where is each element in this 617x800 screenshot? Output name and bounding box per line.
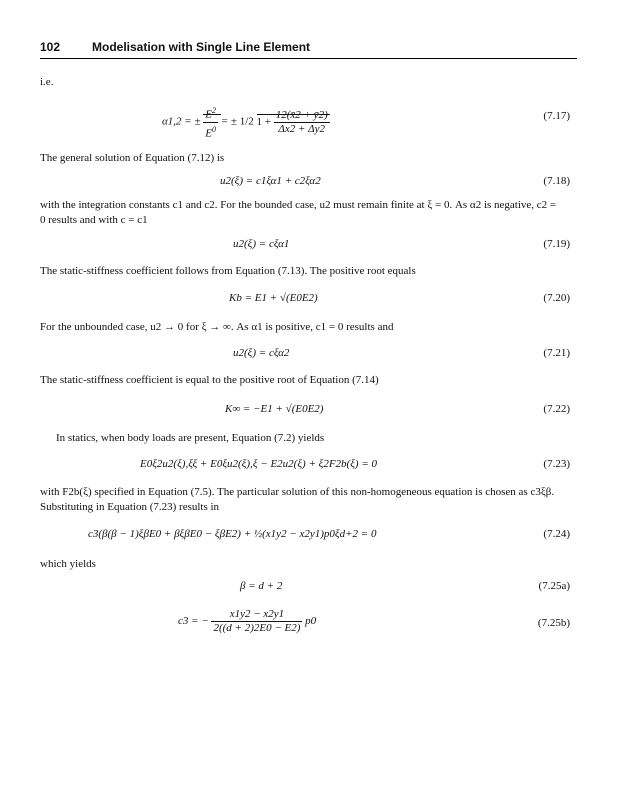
- eq-7-25b-numerator: x1y2 − x2y1: [211, 608, 302, 622]
- eq-7-25b-right: p0: [305, 615, 317, 628]
- page-number: 102: [40, 40, 61, 54]
- eq-7-17-numerator: 12(x̄2 + ȳ2): [275, 108, 328, 121]
- eq-7-22-body: K∞ = −E1 + √(E0E2): [225, 403, 324, 415]
- eq-7-20-body: Kb = E1 + √(E0E2): [229, 292, 318, 304]
- eq-number: (7.24): [543, 528, 570, 540]
- eq-number: (7.25b): [537, 617, 570, 629]
- eq-number: (7.21): [543, 347, 570, 359]
- text-ie: i.e.: [40, 76, 54, 88]
- eq-7-25a-body: β = d + 2: [240, 580, 283, 592]
- eq-number: (7.19): [543, 238, 570, 250]
- eq-7-17-left: α1,2 = ±: [162, 115, 201, 128]
- eq-7-19-body: u2(ξ) = cξα1: [233, 238, 290, 250]
- eq-7-23-body: E0ξ2u2(ξ),ξξ + E0ξu2(ξ),ξ − E2u2(ξ) + ξ2F2b(ξ) = 0: [140, 458, 378, 470]
- eq-number: (7.25a): [538, 580, 570, 592]
- sqrt-main: 1 + $\frac{12(x̄2 + ȳ2)}{\Delta x2 + \Delta y2}$: [256, 108, 328, 135]
- eq-7-17-half: 1/2: [239, 115, 254, 128]
- paragraph-5: The static-stiffness coefficient is equal to the positive root of Equation (7.14): [40, 374, 379, 386]
- paragraph-6: In statics, when body loads are present, Equation (7.2) yields: [56, 432, 325, 444]
- eq-7-21-body: u2(ξ) = cξα2: [233, 347, 290, 359]
- equation-7-25a: [40, 580, 570, 598]
- eq-7-17-denominator: Δx2 + Δy2: [278, 122, 326, 135]
- eq-number: (7.22): [543, 403, 570, 415]
- eq-7-17-mid: = ±: [220, 115, 237, 128]
- eq-number: (7.20): [543, 292, 570, 304]
- paragraph-7: with F2b(ξ) specified in Equation (7.5). The particular solution of this non-homogeneous equation is chosen as c3ξβ. Substituting in Equation (7.23) results in: [40, 486, 555, 513]
- paragraph-8: which yields: [40, 558, 96, 570]
- sqrt-e2-e0: $\frac{E^2}{E^0}$: [203, 114, 220, 128]
- equation-7-24: [40, 528, 570, 548]
- paragraph-4: For the unbounded case, u2 → 0 for ξ → ∞. As α1 is positive, c1 = 0 results and: [40, 321, 394, 333]
- eq-7-24-body: c3(β(β − 1)ξβE0 + βξβE0 − ξβE2) + ½(x1y2 − x2y1)p0ξd+2 = 0: [88, 528, 377, 540]
- equation-7-21: [40, 347, 570, 365]
- eq-7-25b-denominator: 2((d + 2)2E0 − E2): [213, 622, 301, 634]
- paragraph-2: with the integration constants c1 and c2. For the bounded case, u2 must remain finite at ξ = 0. As α2 is negative, c2 = 0 results and with c = c1: [40, 199, 557, 226]
- running-header: [40, 38, 577, 58]
- eq-number: (7.17): [543, 110, 570, 122]
- eq-7-18-body: u2(ξ) = c1ξα1 + c2ξα2: [220, 175, 321, 187]
- running-title: Modelisation with Single Line Element: [92, 40, 311, 54]
- paragraph-1: The general solution of Equation (7.12) is: [40, 152, 225, 164]
- equation-7-19: [40, 238, 570, 256]
- eq-7-25b-left: c3 = −: [178, 615, 209, 628]
- equation-7-25b: [40, 608, 570, 644]
- equation-7-18: [40, 175, 570, 193]
- eq-number: (7.23): [543, 458, 570, 470]
- equation-7-17: [40, 98, 570, 144]
- equation-7-23: [40, 458, 570, 476]
- header-rule: [40, 58, 577, 59]
- equation-7-20: [40, 292, 570, 310]
- equation-7-22: [40, 403, 570, 421]
- eq-number: (7.18): [543, 175, 570, 187]
- paragraph-3: The static-stiffness coefficient follows from Equation (7.13). The positive root equals: [40, 265, 416, 277]
